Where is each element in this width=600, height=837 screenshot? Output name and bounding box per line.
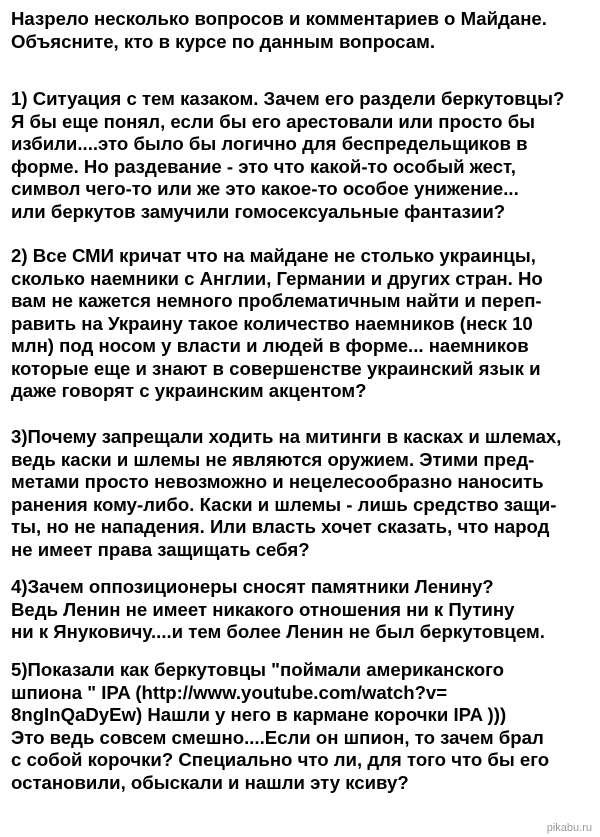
text-line: которые еще и знают в совершенстве украинский язык и	[11, 357, 541, 379]
text-line: шпиона " IPA (http://www.youtube.com/watch?v=	[11, 681, 448, 703]
site-watermark: pikabu.ru	[546, 822, 592, 834]
text-line: форме. Но раздевание - это что какой-то особый жест,	[11, 155, 516, 177]
text-line: ты, но не нападения. Или власть хочет сказать, что народ	[11, 516, 550, 537]
question-4-paragraph	[11, 576, 545, 644]
text-line: ведь каски и шлемы не являются оружием. Этими пред-	[11, 448, 535, 470]
text-line: 2) Все СМИ кричат что на майдане не столько украинцы,	[11, 245, 536, 266]
text-line: 8ngInQaDyEw) Нашли у него в кармане корочки IPA )))	[11, 704, 507, 725]
text-line: символ чего-то или же это какое-то особое унижение...	[11, 178, 519, 199]
question-1-paragraph	[11, 88, 564, 223]
text-line: или беркутов замучили гомосексуальные фантазии?	[11, 200, 506, 222]
text-line: метами просто невозможно и нецелесообразно наносить	[11, 471, 544, 492]
text-line: Это ведь совсем смешно....Если он шпион, то зачем брал	[11, 726, 544, 748]
question-2-paragraph	[11, 245, 543, 403]
text-line: ранения кому-либо. Каски и шлемы - лишь средство защи-	[11, 493, 557, 515]
text-line: вам не кажется немного проблематичным найти и переп-	[11, 290, 542, 311]
text-line: 4)Зачем оппозиционеры сносят памятники Ленину?	[11, 576, 494, 597]
text-line: Ведь Ленин не имеет никакого отношения ни к Путину	[11, 598, 515, 620]
text-line: не имеет права защищать себя?	[11, 538, 310, 560]
text-line: Назрело несколько вопросов и комментариев о Майдане.	[11, 8, 547, 29]
text-line: остановили, обыскали и нашли эту ксиву?	[11, 771, 409, 793]
question-3-paragraph	[11, 426, 561, 561]
text-line: избили....это было бы логично для беспредельщиков в	[11, 133, 528, 154]
text-line: Я бы еще понял, если бы его арестовали или просто бы	[11, 110, 536, 132]
text-line: 1) Ситуация с тем казаком. Зачем его раздели беркутовцы?	[11, 88, 565, 109]
text-line: 5)Показали как беркутовцы "поймали американского	[11, 659, 504, 680]
text-line: Объясните, кто в курсе по данным вопросам.	[11, 30, 436, 52]
text-line: 3)Почему запрещали ходить на митинги в касках и шлемах,	[11, 426, 562, 447]
text-line: ни к Януковичу....и тем более Ленин не был беркутовцем.	[11, 621, 545, 642]
intro-paragraph	[11, 8, 547, 53]
text-line: даже говорят с украинским акцентом?	[11, 380, 367, 401]
text-line: с собой корочки? Специально что ли, для того что бы его	[11, 749, 550, 770]
text-line: равить на Украину такое количество наемников (неск 10	[11, 312, 533, 334]
text-line: млн) под носом у власти и людей в форме... наемников	[11, 335, 529, 356]
text-line: сколько наемники с Англии, Германии и других стран. Но	[11, 267, 543, 289]
question-5-paragraph	[11, 659, 549, 794]
